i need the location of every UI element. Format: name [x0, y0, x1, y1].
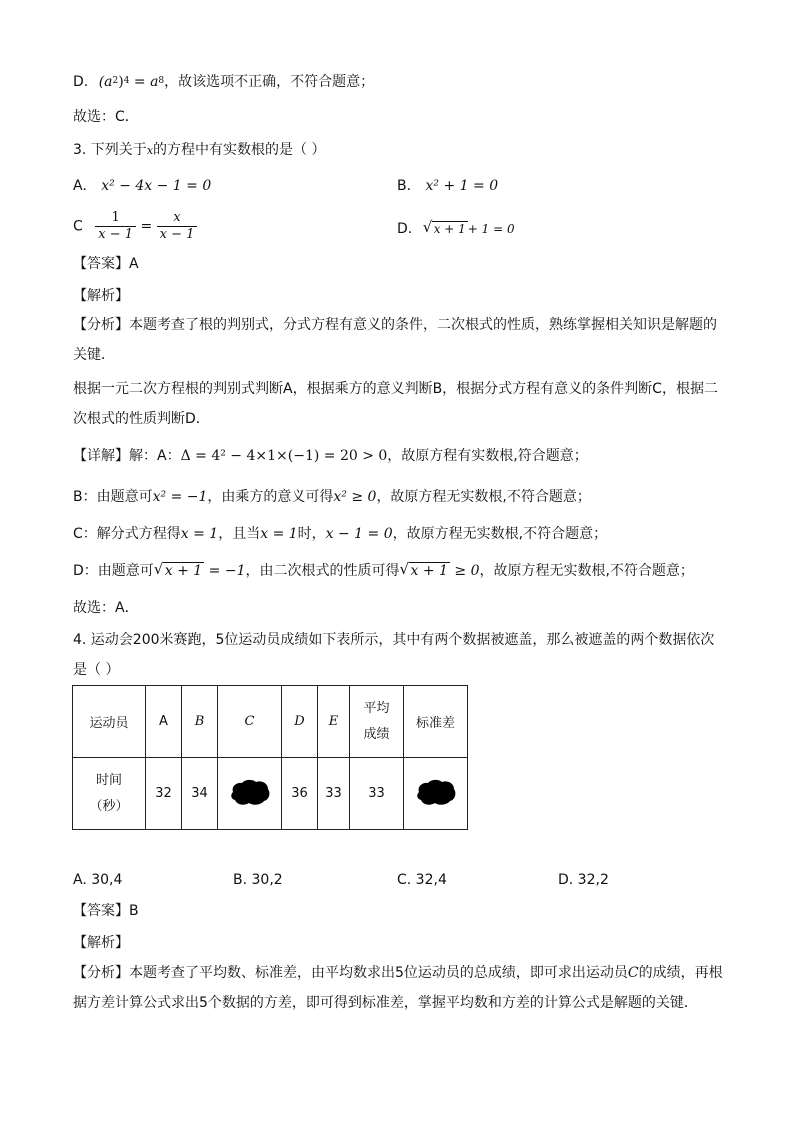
q3-option-a — [73, 176, 211, 196]
q2-d-exp-inner: 2 — [112, 76, 119, 86]
table-cell-obscured — [218, 758, 282, 830]
q3-detail-b-expr1: x² = −1 — [152, 489, 208, 505]
q3-opt-a-label: A. — [73, 178, 87, 194]
q2-d-exp-result: 8 — [158, 76, 165, 86]
q3-detail-d-mid: ，由二次根式的性质可得 — [245, 563, 400, 579]
q3-detail-d-radicand2: x + 1 — [410, 563, 448, 579]
q3-stem-var: x — [146, 144, 154, 157]
q3-detail-d — [73, 561, 694, 581]
q3-opt-b-label: B. — [397, 178, 412, 194]
q2-option-d-conclusion — [73, 72, 374, 92]
q3-detail-c-mid2: 时， — [297, 526, 326, 542]
q3-stem-text: 3. 下列关于 — [73, 142, 147, 158]
q3-opt-d-label: D. — [397, 221, 413, 237]
ink-blot-icon — [415, 778, 457, 806]
q3-opt-b-expr: x² + 1 = 0 — [425, 178, 499, 194]
q3-opt-d-rest: + 1 = 0 — [467, 222, 515, 236]
q3-option-d — [397, 219, 515, 239]
sqrt-symbol: √ x + 1 — [153, 560, 203, 579]
table-header-cell-average — [350, 686, 404, 758]
q3-detail-a-prefix: 【详解】解：A： — [73, 448, 181, 464]
q3-opt-c-den1: x − 1 — [95, 226, 136, 243]
q3-detail-d-expr1: = −1 — [208, 563, 246, 579]
q3-detail-d-math2 — [399, 560, 480, 579]
q2-d-text: ，故该选项不正确，不符合题意； — [164, 74, 375, 90]
q4-option-d: D. 32,2 — [558, 872, 609, 888]
sqrt-symbol: √ x + 1 — [422, 218, 466, 236]
q4-score-table — [72, 685, 468, 830]
q3-opt-c-label: C — [73, 218, 83, 235]
q4-fenxi — [73, 958, 723, 1018]
q2-d-base: (a — [98, 74, 113, 90]
q3-detail-c-expr2: x = 1 — [260, 526, 298, 542]
q3-detail-b-prefix: B：由题意可 — [73, 489, 153, 505]
q3-answer: 【答案】A — [73, 256, 139, 272]
table-header-cell: 运动员 — [73, 686, 146, 758]
q3-detail-d-math1 — [153, 560, 246, 579]
q3-stem-rest: 的方程中有实数根的是（ ） — [153, 142, 326, 158]
table-header-cell: A — [146, 686, 182, 758]
q3-option-b — [397, 176, 498, 196]
q3-detail-c-expr1: x = 1 — [180, 526, 219, 542]
q3-option-c — [73, 210, 197, 243]
q4-stem: 4. 运动会200米赛跑，5位运动员成绩如下表所示，其中有两个数据被遮盖，那么被遮盖的两个数据依次是（ ） — [73, 632, 715, 678]
table-cell: 33 — [318, 758, 350, 830]
q4-option-a: A. 30,4 — [73, 872, 123, 888]
table-cell: 36 — [282, 758, 318, 830]
q4-fenxi-part1: 【分析】本题考查了平均数、标准差，由平均数求出5位运动员的总成绩，即可求出运动员 — [73, 965, 628, 981]
q4-analysis-heading: 【解析】 — [73, 935, 129, 951]
header-avg-line2: 成绩 — [363, 726, 390, 742]
q2-d-formula: $(a^2)^4 = a^8$ — [98, 74, 165, 90]
q3-choice: 故选：A． — [73, 600, 139, 616]
q3-detail-c — [73, 524, 607, 544]
table-cell-obscured — [404, 758, 468, 830]
table-header-row — [73, 686, 468, 758]
q3-opt-c-num1: 1 — [111, 210, 120, 225]
q3-method: 根据一元二次方程根的判别式判断A，根据乘方的意义判断B，根据分式方程有意义的条件判断C，根据二次根式的性质判断D． — [73, 381, 718, 427]
q3-detail-b — [73, 487, 591, 507]
row-label-line1: 时间 — [95, 772, 122, 788]
q4-answer: 【答案】B — [73, 903, 139, 919]
q3-detail-d-radicand1: x + 1 — [164, 563, 203, 579]
q3-opt-c-num2: x — [173, 210, 181, 225]
q2-choice: 故选：C． — [73, 109, 139, 125]
sqrt-symbol: √ x + 1 — [399, 560, 448, 579]
q3-detail-a — [73, 446, 588, 466]
row-label-line2: （秒） — [89, 798, 129, 814]
q3-fenxi: 【分析】本题考查了根的判别式，分式方程有意义的条件，二次根式的性质，熟练掌握相关知识是解题的关键． — [73, 317, 717, 363]
table-row-label — [73, 758, 146, 830]
table-header-cell: C — [218, 686, 282, 758]
table-row — [73, 758, 468, 830]
table-header-cell: B — [182, 686, 218, 758]
q4-fenxi-part2: 的成绩，再根据方差计算公式求出5个数据的方差，即可得到标准差，掌握平均数和方差的计算公式是解题的关键． — [73, 965, 723, 1011]
q3-opt-d-radicand: x + 1 — [433, 222, 466, 236]
q3-detail-b-mid: ，由乘方的意义可得 — [207, 489, 334, 505]
q3-opt-c-eq: = — [140, 218, 153, 235]
table-header-cell: E — [318, 686, 350, 758]
q3-stem — [73, 140, 325, 161]
q2-d-label: D. — [73, 74, 89, 90]
q3-detail-d-expr2: ≥ 0 — [454, 563, 480, 579]
q3-opt-c-den2: x − 1 — [157, 226, 198, 243]
q3-detail-d-text: ，故原方程无实数根,不符合题意； — [479, 563, 694, 579]
table-header-cell: 标准差 — [404, 686, 468, 758]
q4-option-c: C. 32,4 — [397, 872, 447, 888]
table-header-cell: D — [282, 686, 318, 758]
q3-detail-c-text: ，故原方程无实数根,不符合题意； — [392, 526, 608, 542]
q3-detail-a-text: ，故原方程有实数根,符合题意； — [387, 448, 588, 464]
q3-detail-d-prefix: D：由题意可 — [73, 563, 154, 579]
table-cell: 34 — [182, 758, 218, 830]
q4-fenxi-var: C — [627, 965, 639, 981]
q4-option-b: B. 30,2 — [233, 872, 283, 888]
q3-detail-c-mid: ，且当 — [218, 526, 261, 542]
q3-detail-c-expr3: x − 1 = 0 — [325, 526, 393, 542]
q2-d-exp-outer: 4 — [123, 76, 130, 86]
q3-detail-b-text: ，故原方程无实数根,不符合题意； — [376, 489, 591, 505]
header-avg-line1: 平均 — [363, 700, 390, 716]
q3-opt-a-expr: x² − 4x − 1 = 0 — [101, 178, 212, 194]
q3-analysis-heading: 【解析】 — [73, 288, 129, 304]
ink-blot-icon — [229, 778, 271, 806]
q2-d-result: = a — [133, 74, 159, 90]
q3-detail-b-expr2: x² ≥ 0 — [333, 489, 377, 505]
q3-detail-c-prefix: C：解分式方程得 — [73, 526, 181, 542]
q3-opt-d-expr — [422, 218, 515, 236]
q3-opt-c-frac-left — [95, 210, 136, 243]
q3-opt-c-frac-right — [157, 210, 198, 243]
table-cell: 32 — [146, 758, 182, 830]
table-cell: 33 — [350, 758, 404, 830]
q3-detail-a-expr: Δ = 4² − 4×1×(−1) = 20 > 0 — [180, 448, 388, 464]
